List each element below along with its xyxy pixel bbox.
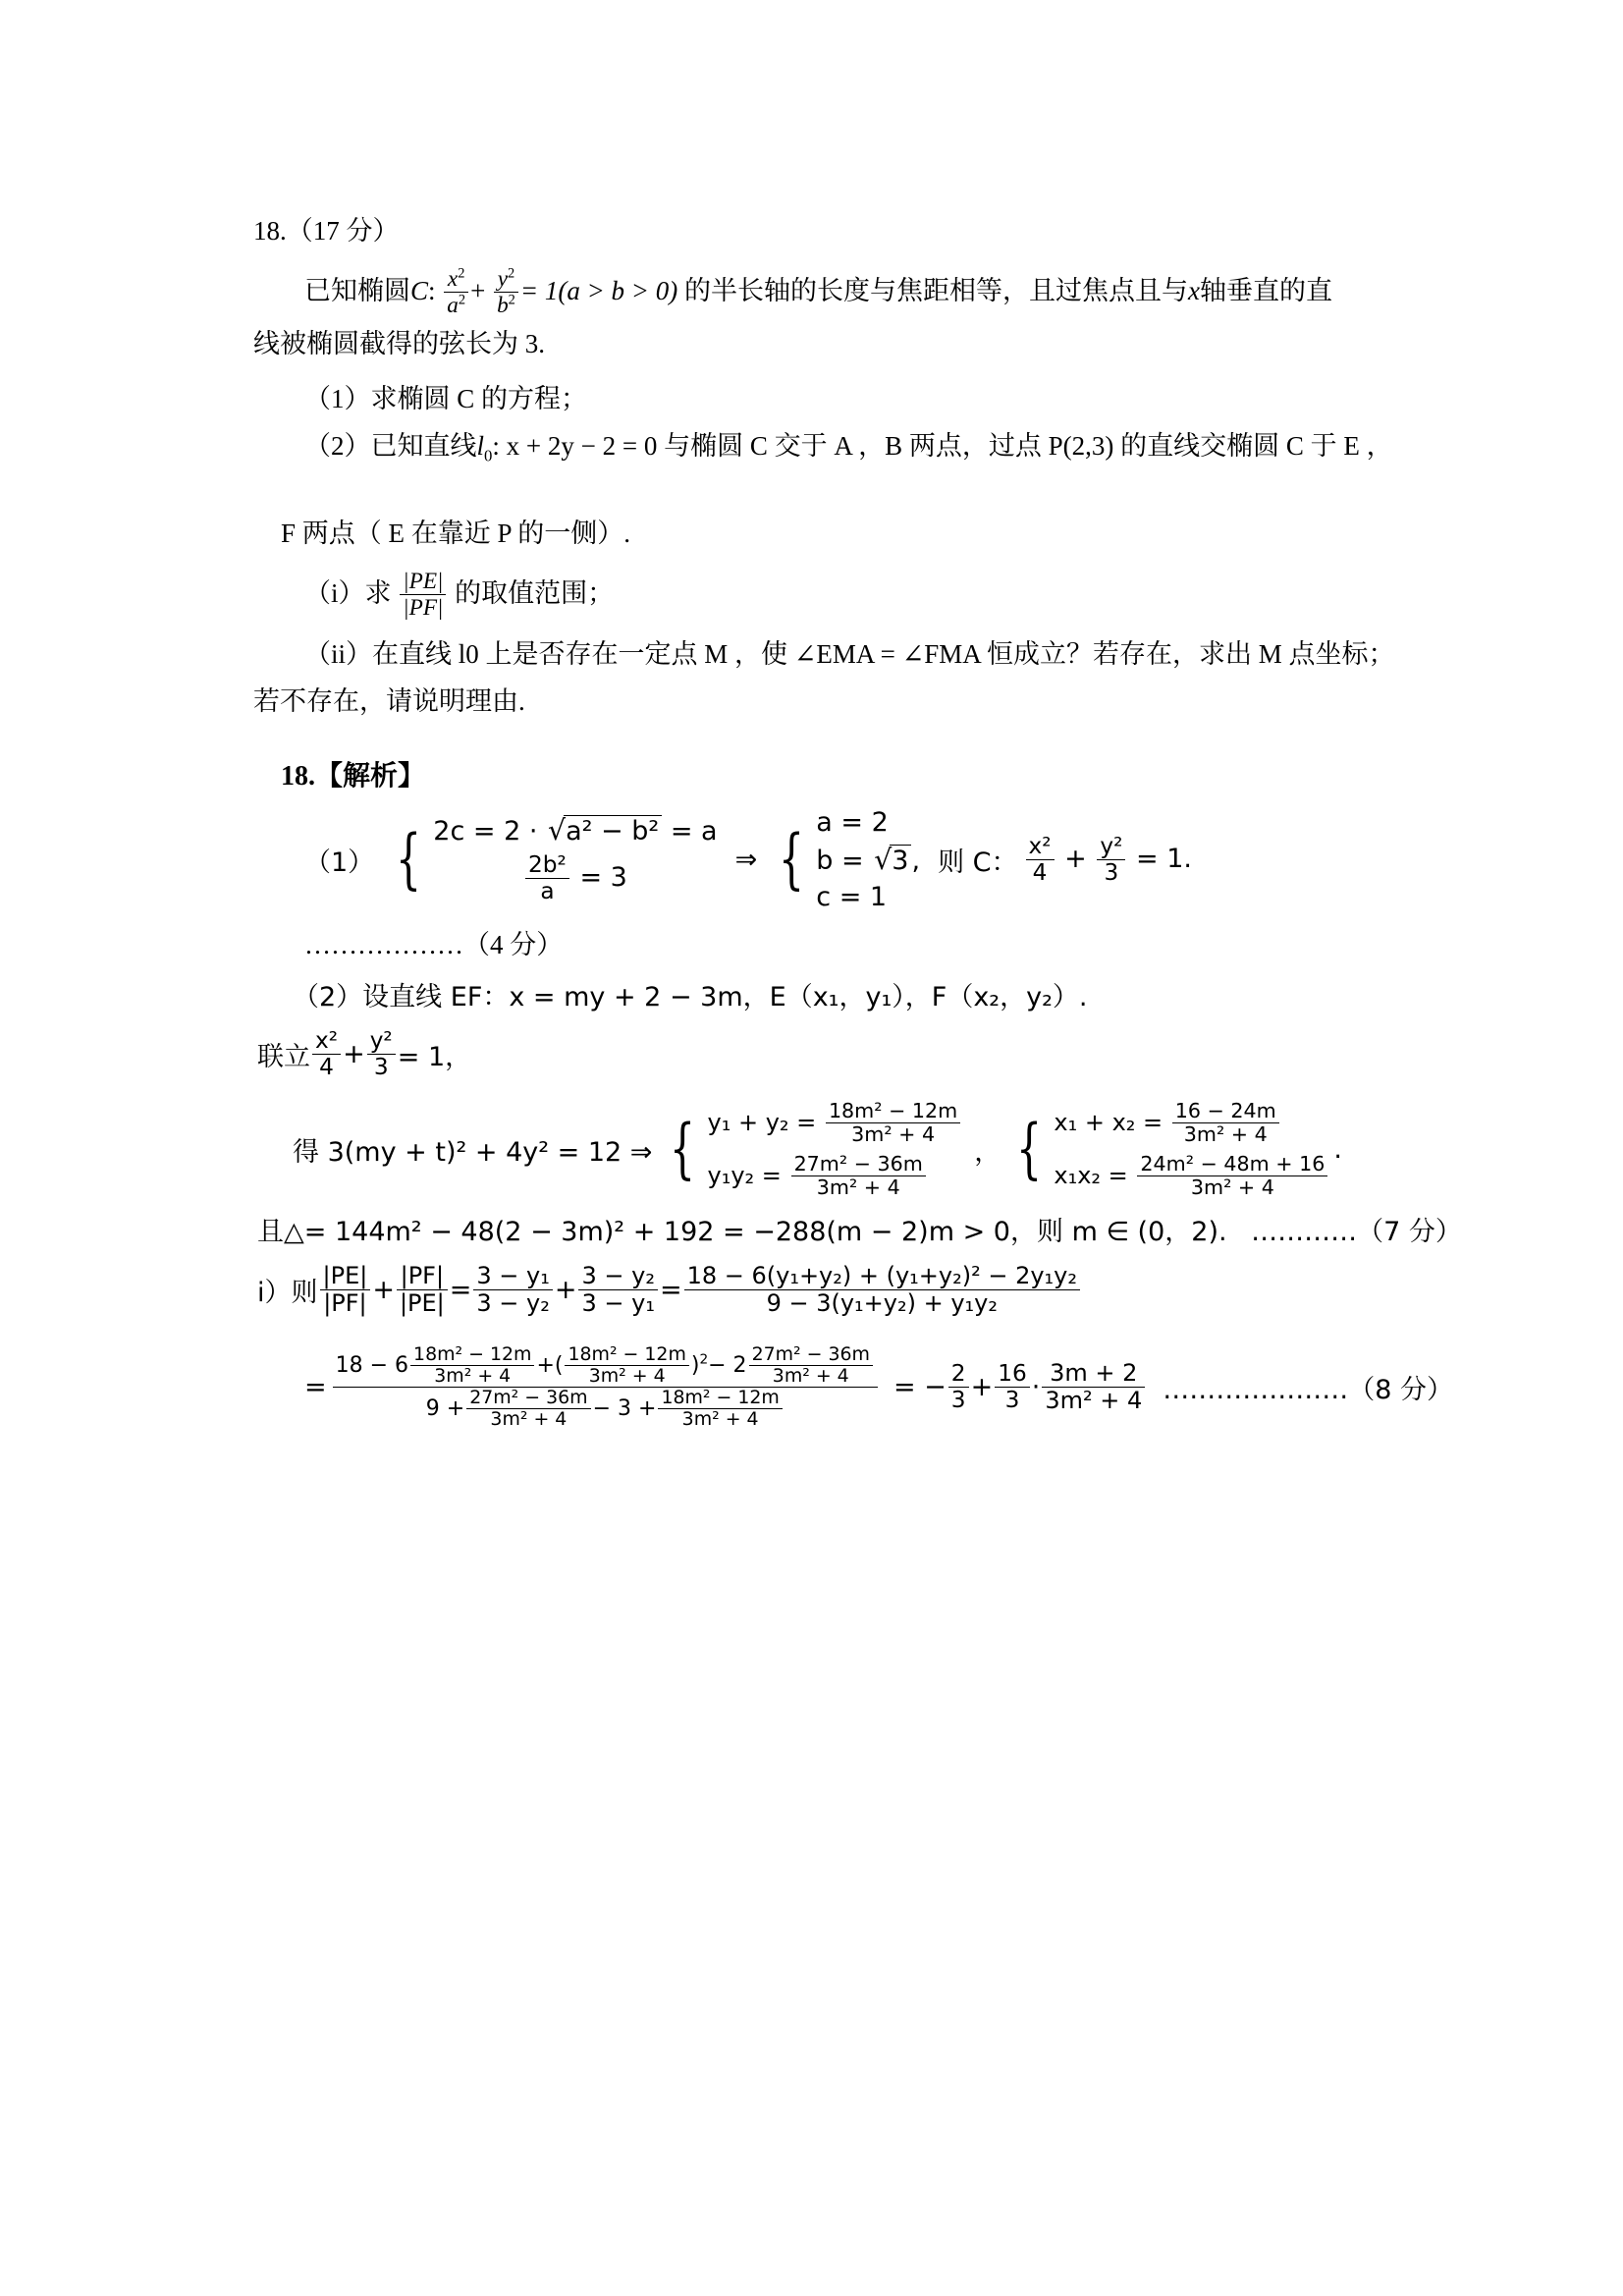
step1-eq-2c-rhs: = a [670,816,718,847]
res3-den: 3m² + 4 [1042,1387,1145,1414]
den-a-num: 27m² − 36m [469,1387,588,1409]
pf-den-2: |PF| [320,1289,371,1317]
left-brace-icon-3: { [670,1111,696,1187]
step3-period: . [1333,1134,1342,1165]
step1-a-value: a = 2 [816,806,889,838]
x-prod-num: 24m² − 48m + 16 [1140,1151,1325,1175]
num-b-power: 2 [699,1351,709,1368]
num-c-num: 27m² − 36m [751,1342,870,1365]
frac-2b2: 2b² [528,851,567,879]
frac-x2-b: x² [315,1027,339,1055]
step1-system-left [388,814,721,904]
den-b: − 3 + [592,1395,657,1421]
step6-result-eq: = − [893,1372,947,1403]
part2-body: : x + 2y − 2 = 0 与椭圆 C 交于 A ，B 两点，过点 P(2,3) 的直线交椭圆 C 于 E ， [492,430,1393,461]
fraction-pe-pf [400,569,446,621]
fraction-y-prod [791,1153,926,1199]
den-a-den: 3m² + 4 [466,1408,590,1430]
pf-num: |PF| [400,1261,445,1289]
den-b-num: 18m² − 12m [661,1387,780,1409]
frac-a: a [525,878,569,904]
fraction-2-3 [948,1361,969,1413]
res2-den: 3 [995,1387,1030,1413]
f3-den: 3 − y₂ [473,1289,552,1317]
step3-system-x [1008,1100,1333,1198]
res-dot: · [1031,1372,1041,1403]
x-prod-lhs: x₁x₂ = [1054,1161,1128,1189]
step3-row [293,1100,1461,1198]
num-c: − 2 [708,1352,747,1378]
den-a: 9 + [425,1395,465,1421]
part-i-prefix: （i）求 [304,578,392,609]
problem-part-ii: （ii）在直线 l0 上是否存在一定点 M ，使 ∠EMA = ∠FMA 恒成立？若存在，求出 M 点坐标； [304,639,1395,670]
step6-eq: = [304,1372,327,1403]
y-prod-lhs: y₁y₂ = [707,1161,782,1189]
res1-num: 2 [950,1360,966,1388]
stem-mid-text: 的半长轴的长度与焦距相等，且过焦点且与 [684,276,1189,306]
num-c-den: 3m² + 4 [749,1365,873,1387]
fraction-y2-3 [1097,834,1125,886]
step5-lead: i）则 [257,1277,318,1308]
num-b-num: 18m² − 12m [568,1342,686,1365]
step3-comma: ， [974,1137,1001,1168]
frac-num-a [410,1344,534,1387]
step1-then-label: 则 C： [938,847,1018,878]
part2-prefix: （2）已知直线 [304,430,477,461]
num-b-den: 3m² + 4 [565,1365,688,1387]
ellipse-eq-tail: = 1(a > b > 0) [519,276,678,306]
step3-system-y [662,1100,966,1198]
problem-number: 18. [253,216,287,246]
res2-num: 16 [998,1360,1027,1388]
step1-eq-2b2a [433,852,717,904]
step1-eq-2b2a-rhs: = 3 [579,862,627,894]
num-b: + [536,1352,555,1378]
fraction-expanded [684,1263,1080,1317]
pe-num-2: |PE| [322,1261,368,1289]
step1-eq-2c-lhs: 2c = 2 · [433,816,538,847]
left-brace-icon-2: { [779,821,805,898]
f5-num: 18 − 6(y₁+y₂) + (y₁+y₂)² − 2y₁y₂ [686,1261,1077,1289]
fraction-16-3 [995,1361,1030,1413]
fraction-3m2-3m24 [1042,1360,1145,1414]
frac-num-c [749,1344,873,1387]
step1-b-lhs: b = [816,845,873,876]
fraction-x2-a2: $\frac{x^2}{a^2}$ [444,266,468,318]
problem-heading [253,211,1461,252]
part-i-suffix: 的取值范围； [455,578,615,609]
problem-part-1: （1）求椭圆 C 的方程； [304,383,588,413]
step5-row [257,1263,1461,1317]
step1-system-right [771,807,924,912]
pf-den: |PF| [403,595,444,622]
problem-stem-line1: 已知椭圆C: $\frac{x^2}{a^2}$ + $\frac{y^2}{b^2}$ = 1(a > b > 0) 的半长轴的长度与焦距相等，且过焦点且与x轴垂直的直 [304,265,1332,318]
problem-part-2 [304,426,1461,467]
den-b-den: 3m² + 4 [658,1408,782,1430]
step4-delta [257,1211,1461,1253]
step3-y-prod [708,1153,963,1199]
num-a-num: 18m² − 12m [413,1342,532,1365]
fraction-2b2-a [525,852,569,904]
sqrt-3: √3 [872,844,911,876]
y-sum-num: 18m² − 12m [828,1099,958,1123]
frac-den-a [466,1388,590,1430]
f4-den: 3 − y₁ [578,1289,657,1317]
step2-line: （2）设直线 EF：x = my + 2 − 3m，E（x₁，y₁），F（x₂，y₂）. [293,982,1088,1013]
frac-num-b [565,1344,688,1387]
big-denominator [333,1387,878,1430]
step4-dots: …………（7 分） [1251,1216,1462,1247]
num-a: 18 − 6 [335,1352,409,1378]
fraction-3y2-3y1 [578,1263,657,1317]
x-sum-num: 16 − 24m [1174,1099,1276,1123]
step1-eq-2c [433,814,717,847]
y-prod-num: 27m² − 36m [793,1151,923,1175]
frac-b-den: b [497,292,509,318]
step2-lianli [257,1028,1461,1080]
problem-stem-line2: 线被椭圆截得的弦长为 3. [253,328,545,358]
left-brace-icon: { [396,821,422,898]
frac-y2-b: y² [369,1027,393,1055]
res-plus: + [970,1372,994,1403]
step1-b-tail: , [911,845,921,876]
fraction-x2-4 [1026,834,1055,886]
step1-b-value [816,844,920,876]
step3-lead: 得 3(my + t)² + 4y² = 12 ⇒ [293,1137,653,1168]
lianli-plus: + [343,1039,365,1070]
problem-points: （17 分） [286,216,400,246]
step6-row [304,1344,1461,1431]
x-sum-lhs: x₁ + x₂ = [1054,1109,1163,1137]
step1-label: （1） [304,847,375,878]
step5-plus2: + [554,1274,577,1305]
pe-num: |PE| [403,569,444,595]
step1-c-value: c = 1 [816,881,888,912]
part2-l0-subscript: 0 [484,445,493,465]
f5-den: 9 − 3(y₁+y₂) + y₁y₂ [684,1289,1080,1317]
fraction-x-prod [1137,1153,1327,1199]
frac-den-b [658,1388,782,1430]
sqrt-3-radicand: 3 [890,845,911,876]
step5-eq1: = [449,1274,472,1305]
page-content [253,211,1461,1442]
problem-part-i [304,569,1461,621]
fraction-x2-4-b [312,1028,341,1080]
x-sum-den: 3m² + 4 [1172,1122,1279,1146]
frac-3-b: 3 [367,1054,396,1080]
step1-score-dots: ………………（4 分） [304,929,564,959]
res1-den: 3 [948,1387,969,1413]
y-sum-lhs: y₁ + y₂ = [707,1109,817,1137]
stem-colon: : [428,276,436,306]
step1-result-tail: = 1. [1136,844,1193,875]
frac-y2: y² [1100,832,1123,859]
num-a-den: 3m² + 4 [410,1365,534,1387]
frac-y-num: y [497,265,509,292]
fraction-pe-pf-2 [320,1263,371,1317]
y-sum-den: 3m² + 4 [826,1122,960,1146]
stem-x-var: x [1188,276,1200,306]
solution-heading: 18.【解析】 [281,760,426,792]
sqrt-a2-minus-b2: √a² − b² [546,814,662,847]
fraction-pf-pe [397,1263,448,1317]
frac-a-den: a [447,292,459,318]
y-prod-den: 3m² + 4 [791,1175,926,1199]
step6-dots: …………………（8 分） [1163,1375,1454,1406]
problem-part-ii-line2: 若不存在，请说明理由. [253,686,525,717]
fraction-big-substituted [333,1344,878,1431]
stem-ellipse-name: C [410,276,429,306]
fraction-x-sum [1172,1100,1279,1146]
step4-text: 且△= 144m² − 48(2 − 3m)² + 192 = −288(m − 2)m > 0，则 m ∈ (0，2). [257,1216,1227,1247]
step3-x-prod [1054,1153,1329,1199]
part2-line-l0: l [476,430,485,461]
fraction-y-sum [826,1100,960,1146]
fraction-y2-3-b [367,1028,396,1080]
frac-x-num: x [447,265,459,292]
problem-part-2-line2: F 两点（ E 在靠近 P 的一侧）. [281,519,631,549]
solution-step-1 [304,807,1461,912]
frac-x2: x² [1028,832,1052,859]
lianli-tail: = 1， [397,1042,472,1073]
step5-plus: + [372,1274,395,1305]
step3-x-sum [1054,1100,1329,1146]
stem-mid-text-2: 轴垂直的直 [1200,276,1332,306]
frac-4-b: 4 [312,1054,341,1080]
f3-num: 3 − y₁ [476,1261,550,1289]
step1-plus: + [1064,844,1087,875]
step5-eq2: = [659,1274,682,1305]
big-numerator: 18 − 6 $\frac{\text{18m² − 12m}}{\text{3m² + 4}}$ +( $\frac{\text{18m² − 12m}}{\text{3m² + 4}}$ )$^2$− 2 $\frac{\text{27m² − 36m}}{\text{3m² + 4}}$ [333,1344,878,1387]
step1-implies-arrow: ⇒ [734,844,758,875]
res3-num: 3m + 2 [1050,1359,1138,1388]
pe-den: |PE| [397,1289,448,1317]
frac-3: 3 [1097,859,1125,886]
fraction-3y1-3y2 [473,1263,552,1317]
f4-num: 3 − y₂ [581,1261,655,1289]
lianli-label: 联立 [257,1042,310,1073]
frac-4: 4 [1026,859,1055,886]
sqrt-radicand: a² − b² [564,815,662,847]
x-prod-den: 3m² + 4 [1137,1175,1327,1199]
step1-result [1024,834,1193,886]
step3-y-sum [708,1100,963,1146]
left-brace-icon-4: { [1016,1111,1043,1187]
stem-prefix: 已知椭圆 [304,276,410,306]
fraction-y2-b2: $\frac{y^2}{b^2}$ [494,266,518,318]
